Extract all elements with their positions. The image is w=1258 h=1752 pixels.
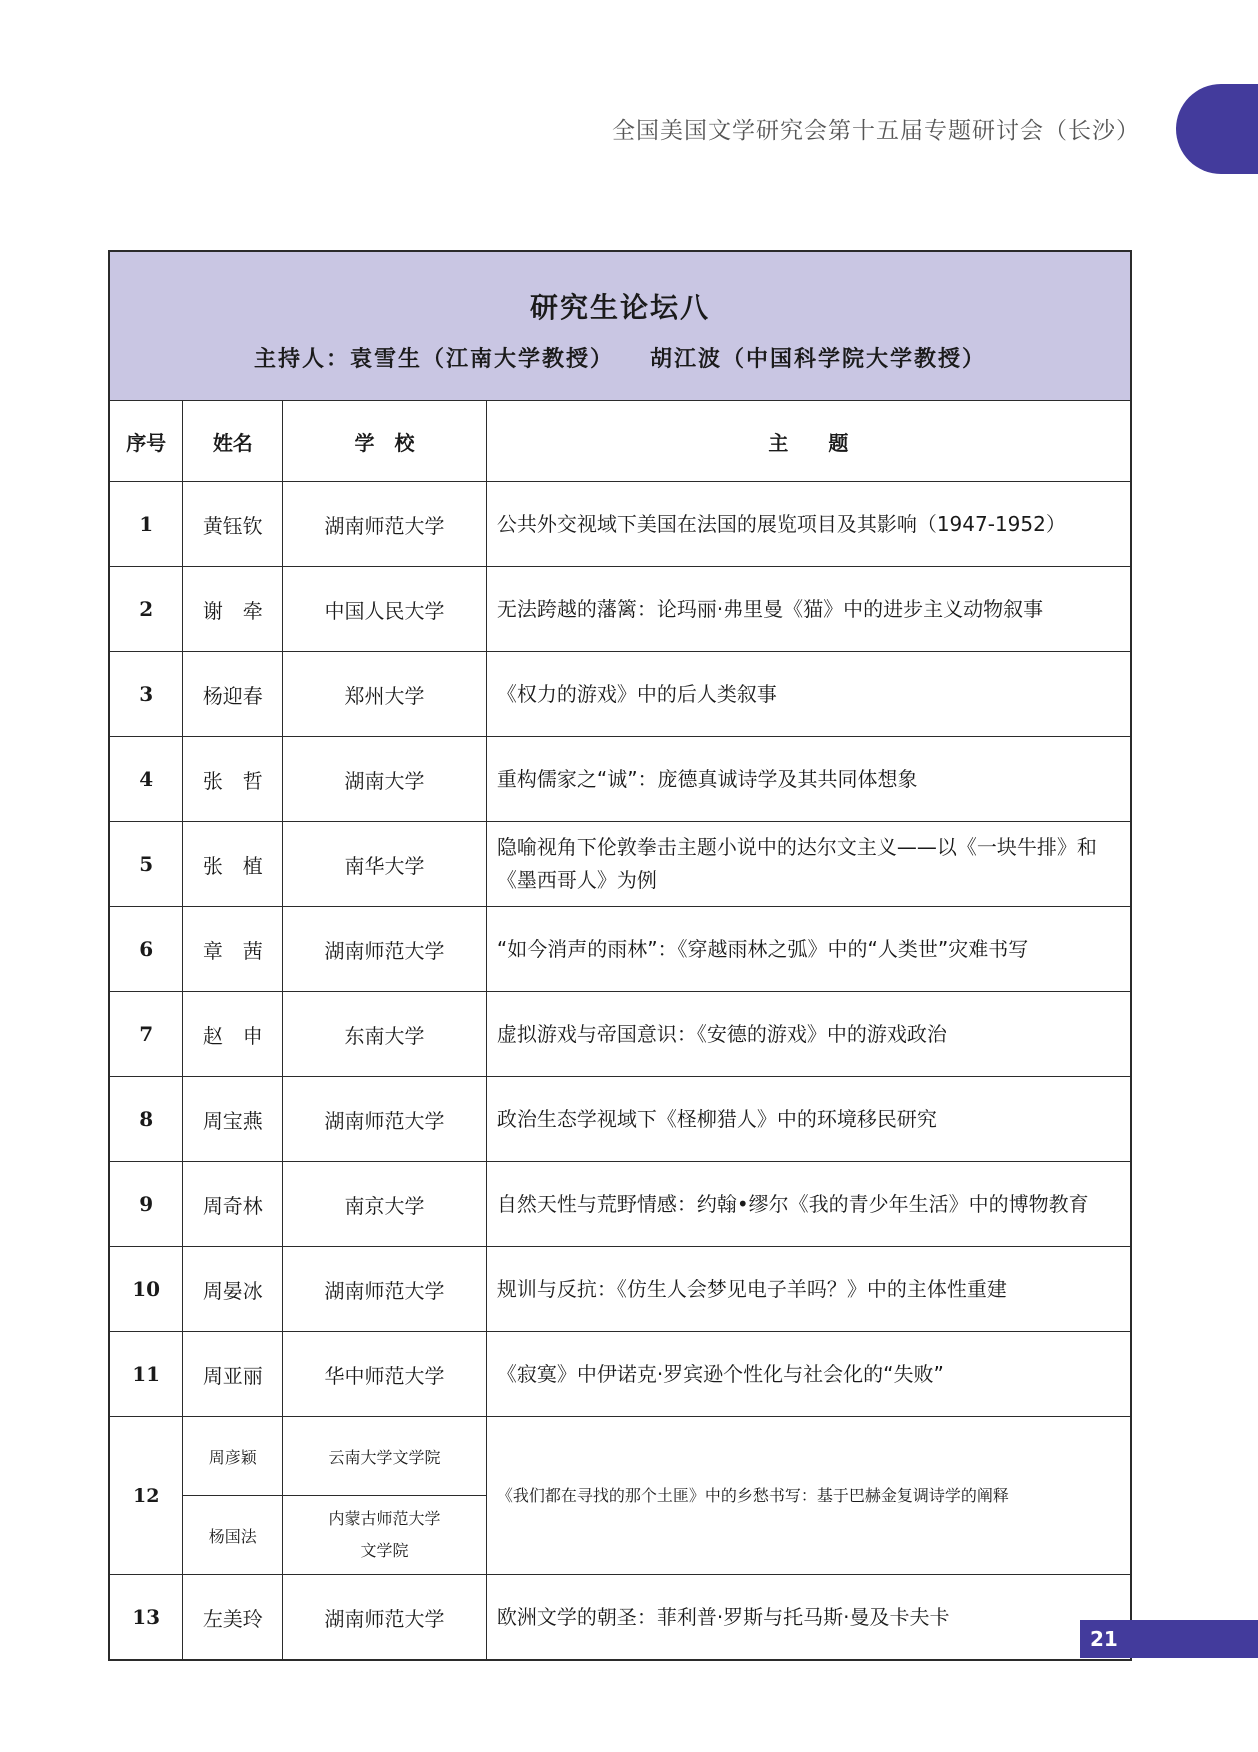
row-school	[283, 1496, 487, 1575]
row-number: 10	[109, 1247, 183, 1332]
running-header: 全国美国文学研究会第十五届专题研讨会（长沙）	[612, 118, 1140, 144]
row-number: 6	[109, 907, 183, 992]
row-name: 赵 申	[183, 992, 283, 1077]
table-row	[109, 1162, 1131, 1247]
row-topic: 《我们都在寻找的那个土匪》中的乡愁书写：基于巴赫金复调诗学的阐释	[486, 1417, 1131, 1575]
row-topic: 重构儒家之“诚”：庞德真诚诗学及其共同体想象	[486, 737, 1131, 822]
hosts-prefix: 主持人：	[253, 345, 350, 372]
row-topic: 《寂寞》中伊诺克·罗宾逊个性化与社会化的“失败”	[486, 1332, 1131, 1417]
col-header-num: 序号	[109, 401, 183, 482]
row-topic: 自然天性与荒野情感：约翰•缪尔《我的青少年生活》中的博物教育	[486, 1162, 1131, 1247]
table-row	[109, 652, 1131, 737]
table-row	[109, 1332, 1131, 1417]
row-name: 谢 牵	[183, 567, 283, 652]
row-topic: “如今消声的雨林”：《穿越雨林之弧》中的“人类世”灾难书写	[486, 907, 1131, 992]
col-header-name: 姓名	[183, 401, 283, 482]
table-body	[109, 482, 1131, 1417]
row-school: 云南大学文学院	[283, 1417, 487, 1496]
row-number: 7	[109, 992, 183, 1077]
table-row	[109, 1077, 1131, 1162]
school-line-2: 文学院	[360, 1541, 409, 1560]
forum-title: 研究生论坛八	[529, 290, 710, 324]
row-name: 黄钰钦	[183, 482, 283, 567]
row-topic: 隐喻视角下伦敦拳击主题小说中的达尔文主义——以《一块牛排》和《墨西哥人》为例	[486, 822, 1131, 907]
row-number: 3	[109, 652, 183, 737]
row-number: 8	[109, 1077, 183, 1162]
row-school: 郑州大学	[283, 652, 487, 737]
row-number: 12	[109, 1417, 183, 1575]
row-number: 9	[109, 1162, 183, 1247]
row-number: 1	[109, 482, 183, 567]
row-name: 周晏冰	[183, 1247, 283, 1332]
row-topic: 规训与反抗：《仿生人会梦见电子羊吗？》中的主体性重建	[486, 1247, 1131, 1332]
row-topic: 无法跨越的藩篱：论玛丽·弗里曼《猫》中的进步主义动物叙事	[486, 567, 1131, 652]
host-1: 袁雪生（江南大学教授）	[349, 345, 614, 372]
table-row	[109, 567, 1131, 652]
row-name: 周宝燕	[183, 1077, 283, 1162]
table-row	[109, 737, 1131, 822]
row-name: 左美玲	[183, 1575, 283, 1661]
row-school: 湖南师范大学	[283, 1247, 487, 1332]
table-row	[109, 482, 1131, 567]
row-school: 南华大学	[283, 822, 487, 907]
table-row	[109, 992, 1131, 1077]
row-topic: 《权力的游戏》中的后人类叙事	[486, 652, 1131, 737]
row-name: 杨国法	[183, 1496, 283, 1575]
row-school: 湖南师范大学	[283, 482, 487, 567]
row-topic: 公共外交视域下美国在法国的展览项目及其影响（1947-1952）	[486, 482, 1131, 567]
page-number: 21	[1080, 1620, 1258, 1658]
corner-tab-decoration	[1176, 84, 1258, 174]
row-school: 湖南师范大学	[283, 907, 487, 992]
table-row	[109, 1247, 1131, 1332]
table-header-row	[109, 401, 1131, 482]
row-school: 华中师范大学	[283, 1332, 487, 1417]
row-topic: 虚拟游戏与帝国意识：《安德的游戏》中的游戏政治	[486, 992, 1131, 1077]
row-name: 周奇林	[183, 1162, 283, 1247]
row-school: 南京大学	[283, 1162, 487, 1247]
host-2: 胡江波（中国科学院大学教授）	[650, 345, 987, 372]
row-name: 张 哲	[183, 737, 283, 822]
row-topic: 政治生态学视域下《柽柳猎人》中的环境移民研究	[486, 1077, 1131, 1162]
row-school: 东南大学	[283, 992, 487, 1077]
row-school: 湖南师范大学	[283, 1077, 487, 1162]
row-number: 11	[109, 1332, 183, 1417]
row-number: 5	[109, 822, 183, 907]
row-school: 湖南师范大学	[283, 1575, 487, 1661]
row-school: 湖南大学	[283, 737, 487, 822]
row-number: 2	[109, 567, 183, 652]
col-header-topic: 主 题	[486, 401, 1131, 482]
row-school: 中国人民大学	[283, 567, 487, 652]
table-row	[109, 907, 1131, 992]
row-number: 4	[109, 737, 183, 822]
row-name: 张 植	[183, 822, 283, 907]
table-row	[109, 1575, 1131, 1661]
row-name: 周亚丽	[183, 1332, 283, 1417]
forum-schedule-table	[108, 250, 1132, 1661]
table-row	[109, 822, 1131, 907]
row-name: 章 茜	[183, 907, 283, 992]
row-topic: 欧洲文学的朝圣：菲利普·罗斯与托马斯·曼及卡夫卡	[486, 1575, 1131, 1661]
school-line-1: 内蒙古师范大学	[328, 1509, 441, 1528]
row-name: 杨迎春	[183, 652, 283, 737]
row-name: 周彦颖	[183, 1417, 283, 1496]
table-title-band	[109, 251, 1131, 401]
col-header-school: 学 校	[283, 401, 487, 482]
forum-hosts	[110, 342, 1130, 373]
table-row	[109, 1417, 1131, 1496]
row-number: 13	[109, 1575, 183, 1661]
